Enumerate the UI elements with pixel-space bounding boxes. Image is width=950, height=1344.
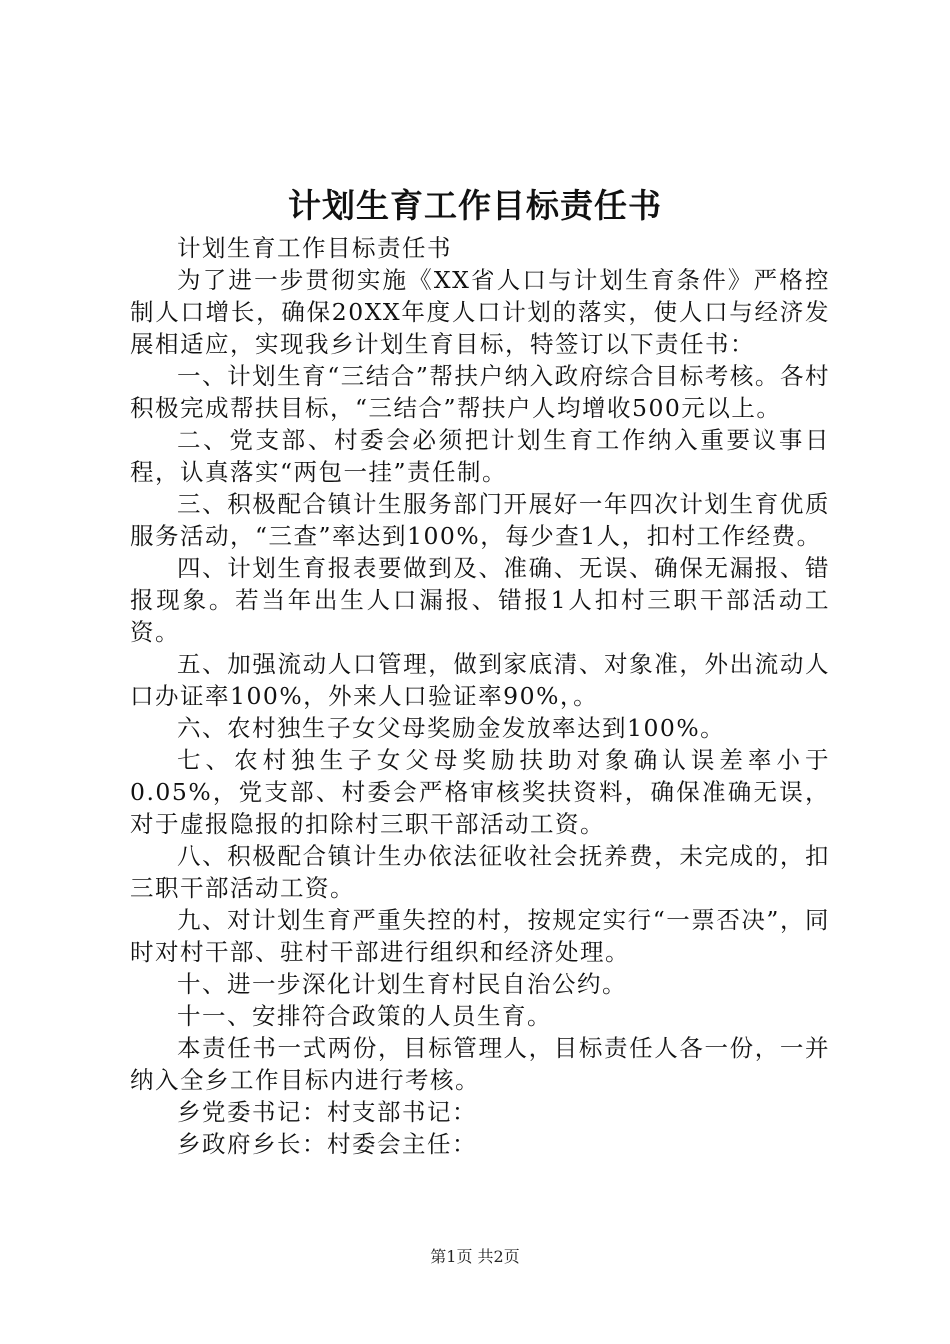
paragraph-item-9: 九、对计划生育严重失控的村，按规定实行“一票否决”，同时对村干部、驻村干部进行组织和经济处理。 (130, 906, 830, 966)
document-title: 计划生育工作目标责任书 (288, 186, 662, 225)
paragraph-item-7: 七、农村独生子女父母奖励扶助对象确认误差率小于0.05%，党支部、村委会严格审核奖扶资料，确保准确无误，对于虚报隐报的扣除村三职干部活动工资。 (130, 746, 830, 838)
paragraph-item-11: 十一、安排符合政策的人员生育。 (177, 1002, 552, 1030)
paragraph-item-1: 一、计划生育“三结合”帮扶户纳入政府综合目标考核。各村积极完成帮扶目标，“三结合”帮扶户人均增收500元以上。 (130, 362, 830, 422)
paragraph-heading-repeat: 计划生育工作目标责任书 (177, 234, 452, 262)
signature-line-2: 乡政府乡长：村委会主任： (177, 1130, 477, 1158)
signature-line-1: 乡党委书记：村支部书记： (177, 1098, 477, 1126)
paragraph-item-10: 十、进一步深化计划生育村民自治公约。 (177, 970, 627, 998)
paragraph-intro: 为了进一步贯彻实施《XX省人口与计划生育条件》严格控制人口增长，确保20XX年度人口计划的落实，使人口与经济发展相适应，实现我乡计划生育目标，特签订以下责任书： (130, 266, 830, 358)
paragraph-item-6: 六、农村独生子女父母奖励金发放率达到100%。 (177, 714, 726, 742)
paragraph-item-3: 三、积极配合镇计生服务部门开展好一年四次计划生育优质服务活动，“三查”率达到100%，每少查1人，扣村工作经费。 (130, 490, 830, 550)
paragraph-closing: 本责任书一式两份，目标管理人，目标责任人各一份，一并纳入全乡工作目标内进行考核。 (130, 1034, 830, 1094)
paragraph-item-4: 四、计划生育报表要做到及、准确、无误、确保无漏报、错报现象。若当年出生人口漏报、错报1人扣村三职干部活动工资。 (130, 554, 830, 646)
page-number: 第1页 共2页 (430, 1247, 520, 1266)
paragraph-item-2: 二、党支部、村委会必须把计划生育工作纳入重要议事日程，认真落实“两包一挂”责任制。 (130, 426, 830, 486)
paragraph-item-5: 五、加强流动人口管理，做到家底清、对象准，外出流动人口办证率100%，外来人口验证率90%，。 (130, 650, 830, 710)
paragraph-item-8: 八、积极配合镇计生办依法征收社会抚养费，未完成的，扣三职干部活动工资。 (130, 842, 830, 902)
document-body (130, 232, 830, 1160)
